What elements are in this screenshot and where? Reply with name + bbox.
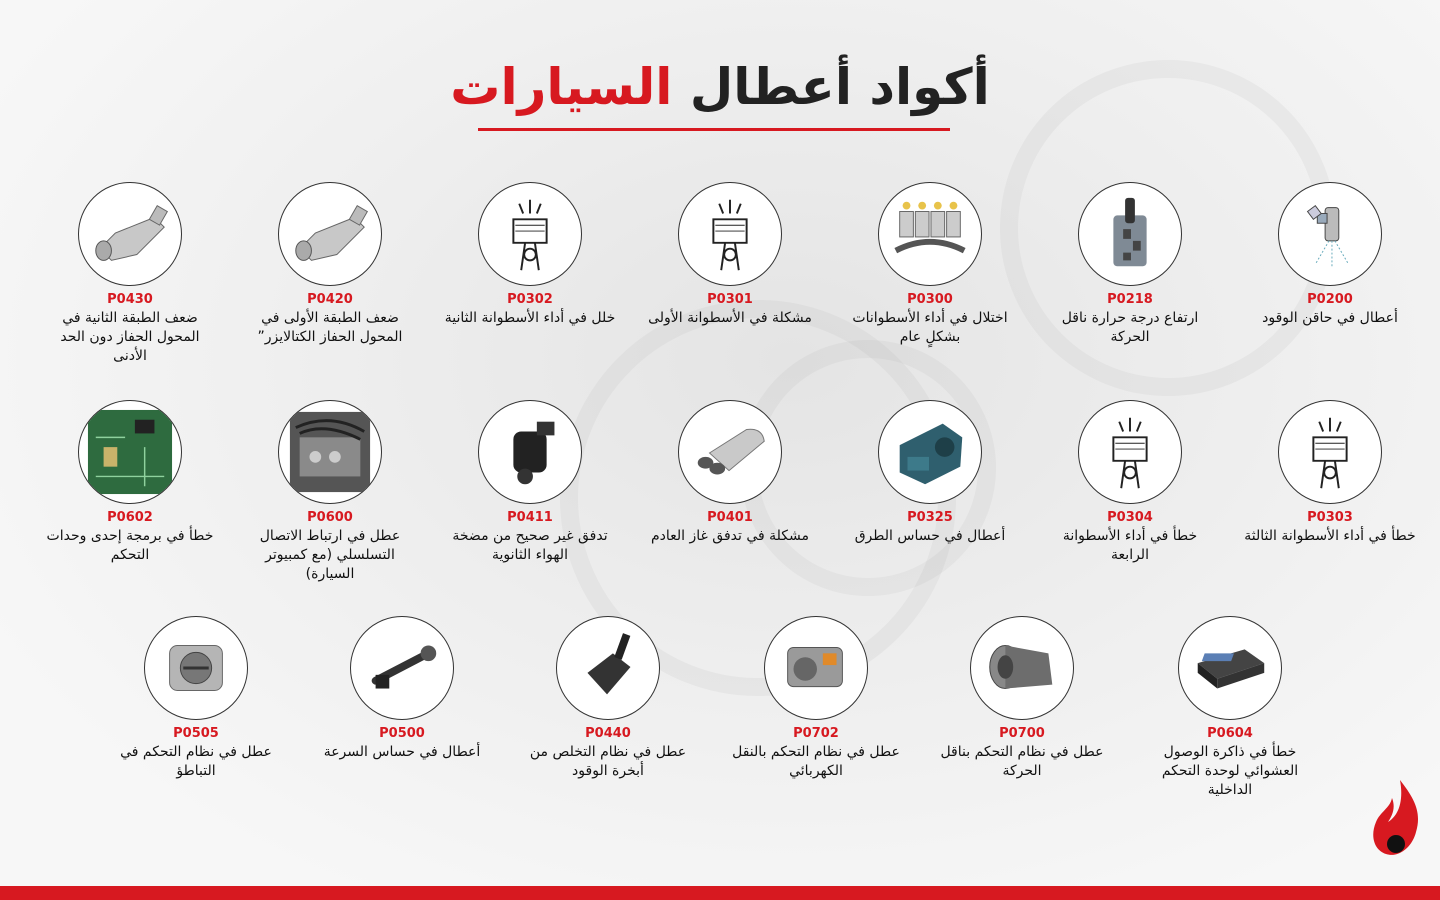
catalytic-converter-icon: [278, 182, 382, 286]
engine-cylinders-icon: [878, 182, 982, 286]
description: مشكلة في الأسطوانة الأولى: [648, 310, 812, 326]
code: P0702: [793, 726, 839, 741]
piston-icon: [1278, 400, 1382, 504]
piston-icon: [1078, 400, 1182, 504]
description: اختلال في أداء الأسطوانات بشكلٍ عام: [852, 310, 1008, 345]
control-module-icon: [1178, 616, 1282, 720]
code: P0300: [907, 292, 953, 307]
title-prefix: أكواد أعطال: [689, 58, 990, 116]
circuit-board-icon: [78, 400, 182, 504]
exhaust-muffler-icon: [678, 400, 782, 504]
code-card: [830, 400, 1030, 546]
description: أعطال في حساس الطرق: [854, 528, 1006, 544]
code: P0303: [1307, 510, 1353, 525]
gear-shifter-icon: [1078, 182, 1182, 286]
electric-motor-icon: [764, 616, 868, 720]
code: P0304: [1107, 510, 1153, 525]
code-card: [1230, 400, 1430, 546]
description: عطل في نظام التحكم في التباطؤ: [120, 744, 272, 779]
code-card: [1230, 182, 1430, 328]
engine-wiring-icon: [278, 400, 382, 504]
description: خطأ في برمجة إحدى وحدات التحكم: [46, 528, 214, 563]
code-card: [430, 400, 630, 565]
code-card: [1130, 616, 1330, 800]
description: خطأ في أداء الأسطوانة الرابعة: [1062, 528, 1198, 563]
description: أعطال في حاقن الوقود: [1262, 310, 1398, 326]
code: P0325: [907, 510, 953, 525]
code: P0420: [307, 292, 353, 307]
code-card: [1030, 182, 1230, 347]
code-card: [30, 182, 230, 366]
piston-icon: [678, 182, 782, 286]
description: عطل في نظام التحكم بالنقل الكهربائي: [732, 744, 900, 779]
code: P0600: [307, 510, 353, 525]
code: P0200: [1307, 292, 1353, 307]
catalytic-converter-icon: [78, 182, 182, 286]
evap-valve-icon: [556, 616, 660, 720]
code-card: [430, 182, 630, 328]
title-accent: السيارات: [450, 58, 673, 116]
description: ضعف الطبقة الأولى في المحول الحفاز الكتالايزر”: [257, 310, 403, 345]
code: P0700: [999, 726, 1045, 741]
code-card: [716, 616, 916, 781]
description: مشكلة في تدفق غاز العادم: [650, 528, 810, 544]
description: عطل في ارتباط الاتصال التسلسلي (مع كمبيوتر السيارة): [259, 528, 401, 582]
code-card: [830, 182, 1030, 347]
air-pump-icon: [478, 400, 582, 504]
transmission-icon: [970, 616, 1074, 720]
flame-logo-icon: [1370, 778, 1422, 870]
code-card: [1030, 400, 1230, 565]
code-card: [230, 182, 430, 347]
description: خطأ في أداء الأسطوانة الثالثة: [1244, 528, 1416, 544]
bottom-bar: [0, 886, 1440, 900]
code-card: [630, 400, 830, 546]
code: P0218: [1107, 292, 1153, 307]
code-card: [230, 400, 430, 584]
description: أعطال في حساس السرعة: [323, 744, 481, 760]
description: ارتفاع درجة حرارة ناقل الحركة: [1061, 310, 1199, 345]
code: P0500: [379, 726, 425, 741]
knock-sensor-icon: [878, 400, 982, 504]
description: خطأ في ذاكرة الوصول العشوائي لوحدة التحكم الداخلية: [1161, 744, 1299, 798]
code-card: [630, 182, 830, 328]
title-underline: [478, 128, 950, 131]
fuel-injector-icon: [1278, 182, 1382, 286]
description: خلل في أداء الأسطوانة الثانية: [444, 310, 616, 326]
description: ضعف الطبقة الثانية في المحول الحفاز دون الحد الأدنى: [60, 310, 200, 364]
code: P0604: [1207, 726, 1253, 741]
code: P0440: [585, 726, 631, 741]
code: P0411: [507, 510, 553, 525]
code-card: [96, 616, 296, 781]
description: تدفق غير صحيح من مضخة الهواء الثانوية: [452, 528, 608, 563]
speed-sensor-icon: [350, 616, 454, 720]
piston-icon: [478, 182, 582, 286]
code: P0505: [173, 726, 219, 741]
code-card: [508, 616, 708, 781]
throttle-body-icon: [144, 616, 248, 720]
code: P0430: [107, 292, 153, 307]
code: P0302: [507, 292, 553, 307]
code: P0401: [707, 510, 753, 525]
description: عطل في نظام التحكم بناقل الحركة: [940, 744, 1104, 779]
code-card: [30, 400, 230, 565]
code: P0602: [107, 510, 153, 525]
code-card: [922, 616, 1122, 781]
code-card: [302, 616, 502, 762]
description: عطل في نظام التخلص من أبخرة الوقود: [529, 744, 687, 779]
page-title: [0, 58, 1440, 116]
code: P0301: [707, 292, 753, 307]
